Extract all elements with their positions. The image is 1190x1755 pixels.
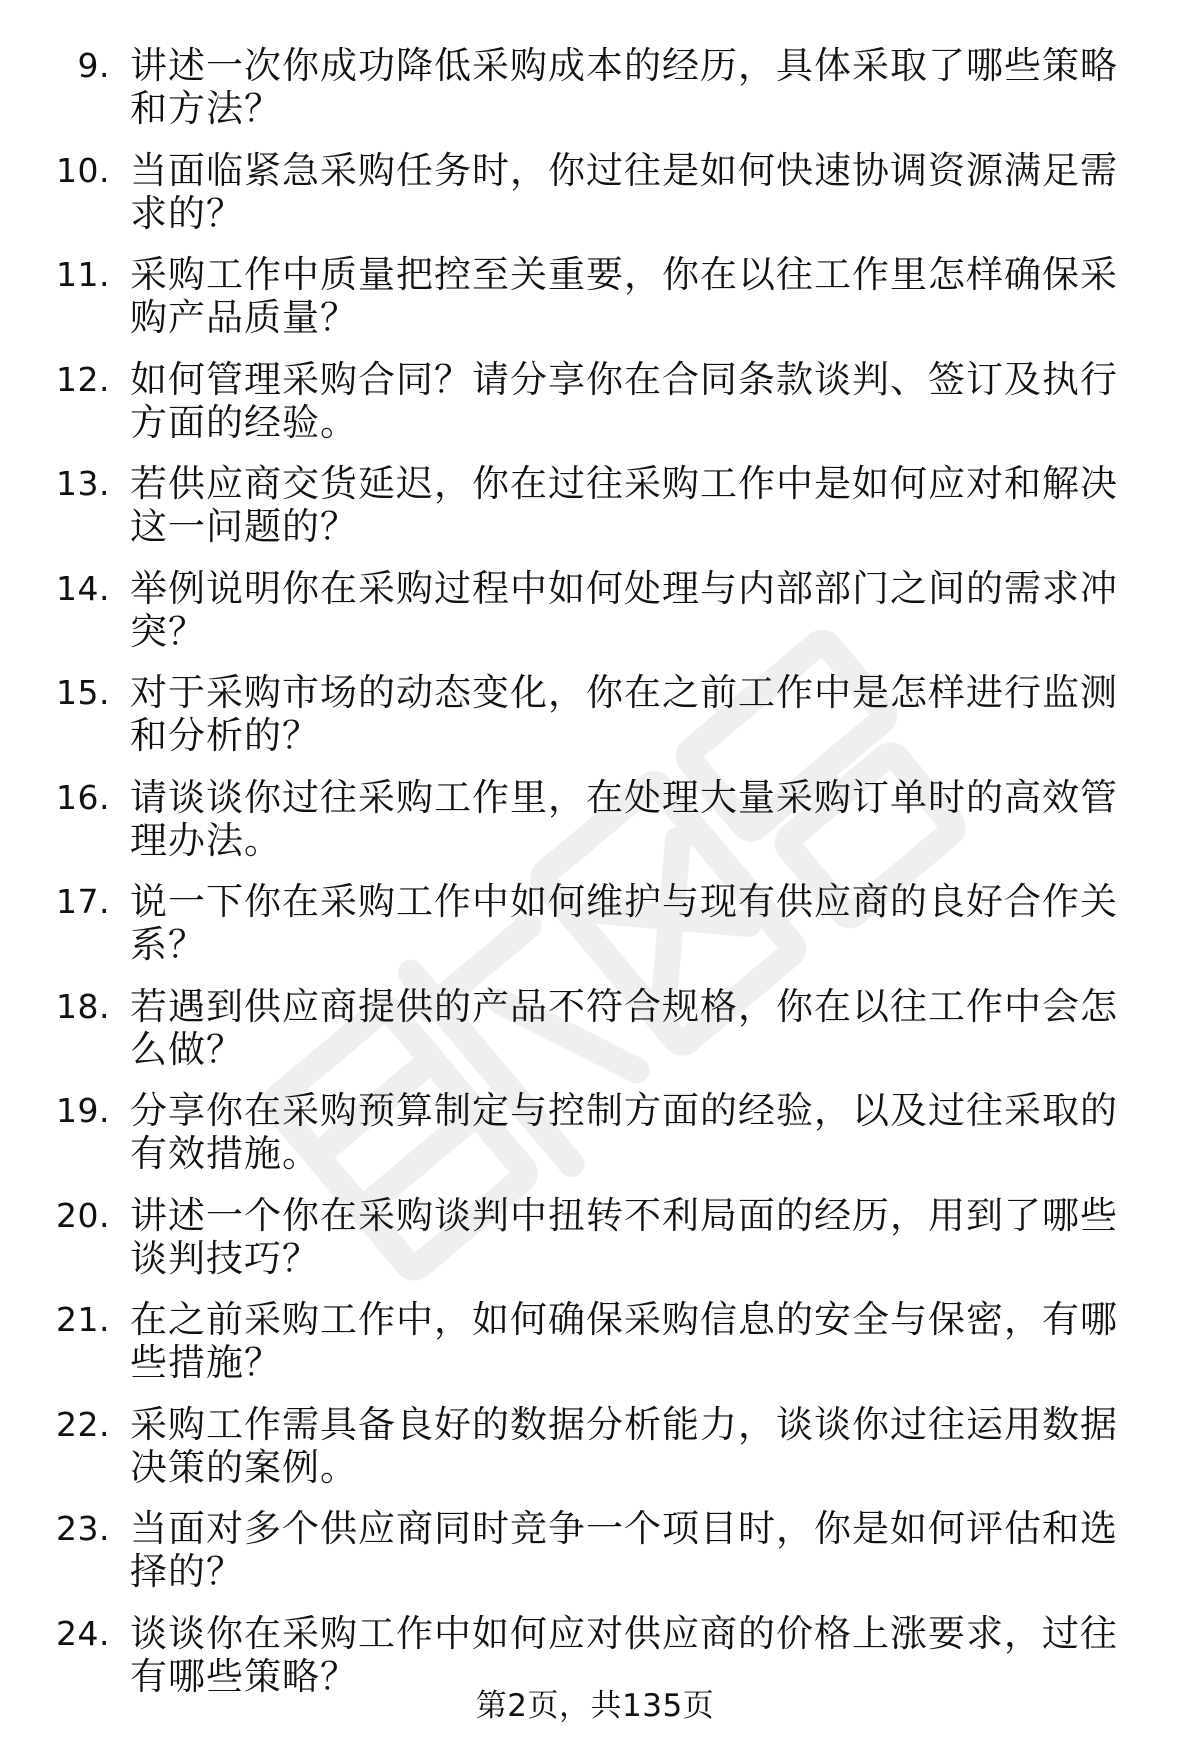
question-text: 当面临紧急采购任务时，你过往是如何快速协调资源满足需求的？ — [130, 148, 1118, 235]
list-item — [0, 1089, 1190, 1175]
question-text: 讲述一次你成功降低采购成本的经历，具体采取了哪些策略和方法？ — [130, 44, 1118, 130]
question-text: 谈谈你在采购工作中如何应对供应商的价格上涨要求，过往有哪些策略？ — [130, 1611, 1118, 1698]
list-item — [0, 149, 1190, 235]
question-text: 采购工作需具备良好的数据分析能力，谈谈你过往运用数据决策的案例。 — [130, 1402, 1118, 1489]
list-item — [0, 776, 1190, 862]
page-number-footer: 第2页，共135页 — [475, 1688, 715, 1724]
question-text: 若遇到供应商提供的产品不符合规格，你在以往工作中会怎么做？ — [130, 984, 1118, 1071]
question-text: 请谈谈你过往采购工作里，在处理大量采购订单时的高效管理办法。 — [130, 775, 1118, 862]
question-number: 21. — [56, 1300, 110, 1339]
list-item — [0, 1403, 1190, 1489]
question-number: 16. — [56, 777, 110, 817]
list-item — [0, 880, 1190, 966]
list-item — [0, 1194, 1190, 1280]
list-item — [0, 358, 1190, 444]
list-item — [0, 253, 1190, 339]
question-number: 20. — [56, 1195, 110, 1235]
question-text: 对于采购市场的动态变化，你在之前工作中是怎样进行监测和分析的？ — [130, 671, 1118, 757]
question-text: 在之前采购工作中，如何确保采购信息的安全与保密，有哪些措施？ — [130, 1298, 1118, 1384]
question-number: 12. — [56, 359, 110, 399]
list-item — [0, 462, 1190, 548]
list-item — [0, 567, 1190, 653]
question-number: 13. — [56, 464, 110, 503]
question-number: 19. — [56, 1091, 110, 1130]
question-number: 11. — [56, 255, 110, 294]
question-number: 9. — [77, 46, 110, 85]
question-number: 15. — [56, 673, 110, 712]
question-list — [0, 44, 1190, 1716]
question-number: 10. — [56, 150, 110, 190]
question-number: 18. — [56, 986, 110, 1026]
list-item — [0, 44, 1190, 130]
question-text: 若供应商交货延迟，你在过往采购工作中是如何应对和解决这一问题的？ — [130, 462, 1118, 548]
question-text: 举例说明你在采购过程中如何处理与内部部门之间的需求冲突？ — [130, 566, 1118, 653]
question-number: 14. — [56, 568, 110, 608]
list-item — [0, 1612, 1190, 1698]
question-number: 24. — [56, 1613, 110, 1653]
question-number: 17. — [56, 882, 110, 921]
question-text: 如何管理采购合同？请分享你在合同条款谈判、签订及执行方面的经验。 — [130, 357, 1118, 444]
question-text: 分享你在采购预算制定与控制方面的经验，以及过往采取的有效措施。 — [130, 1089, 1118, 1175]
question-text: 采购工作中质量把控至关重要，你在以往工作里怎样确保采购产品质量？ — [130, 253, 1118, 339]
question-text: 讲述一个你在采购谈判中扭转不利局面的经历，用到了哪些谈判技巧？ — [130, 1193, 1118, 1280]
question-number: 23. — [56, 1509, 110, 1548]
question-text: 当面对多个供应商同时竞争一个项目时，你是如何评估和选择的？ — [130, 1507, 1118, 1593]
list-item — [0, 1298, 1190, 1384]
list-item — [0, 985, 1190, 1071]
list-item — [0, 671, 1190, 757]
question-number: 22. — [56, 1404, 110, 1444]
question-text: 说一下你在采购工作中如何维护与现有供应商的良好合作关系？ — [130, 880, 1118, 966]
list-item — [0, 1507, 1190, 1593]
